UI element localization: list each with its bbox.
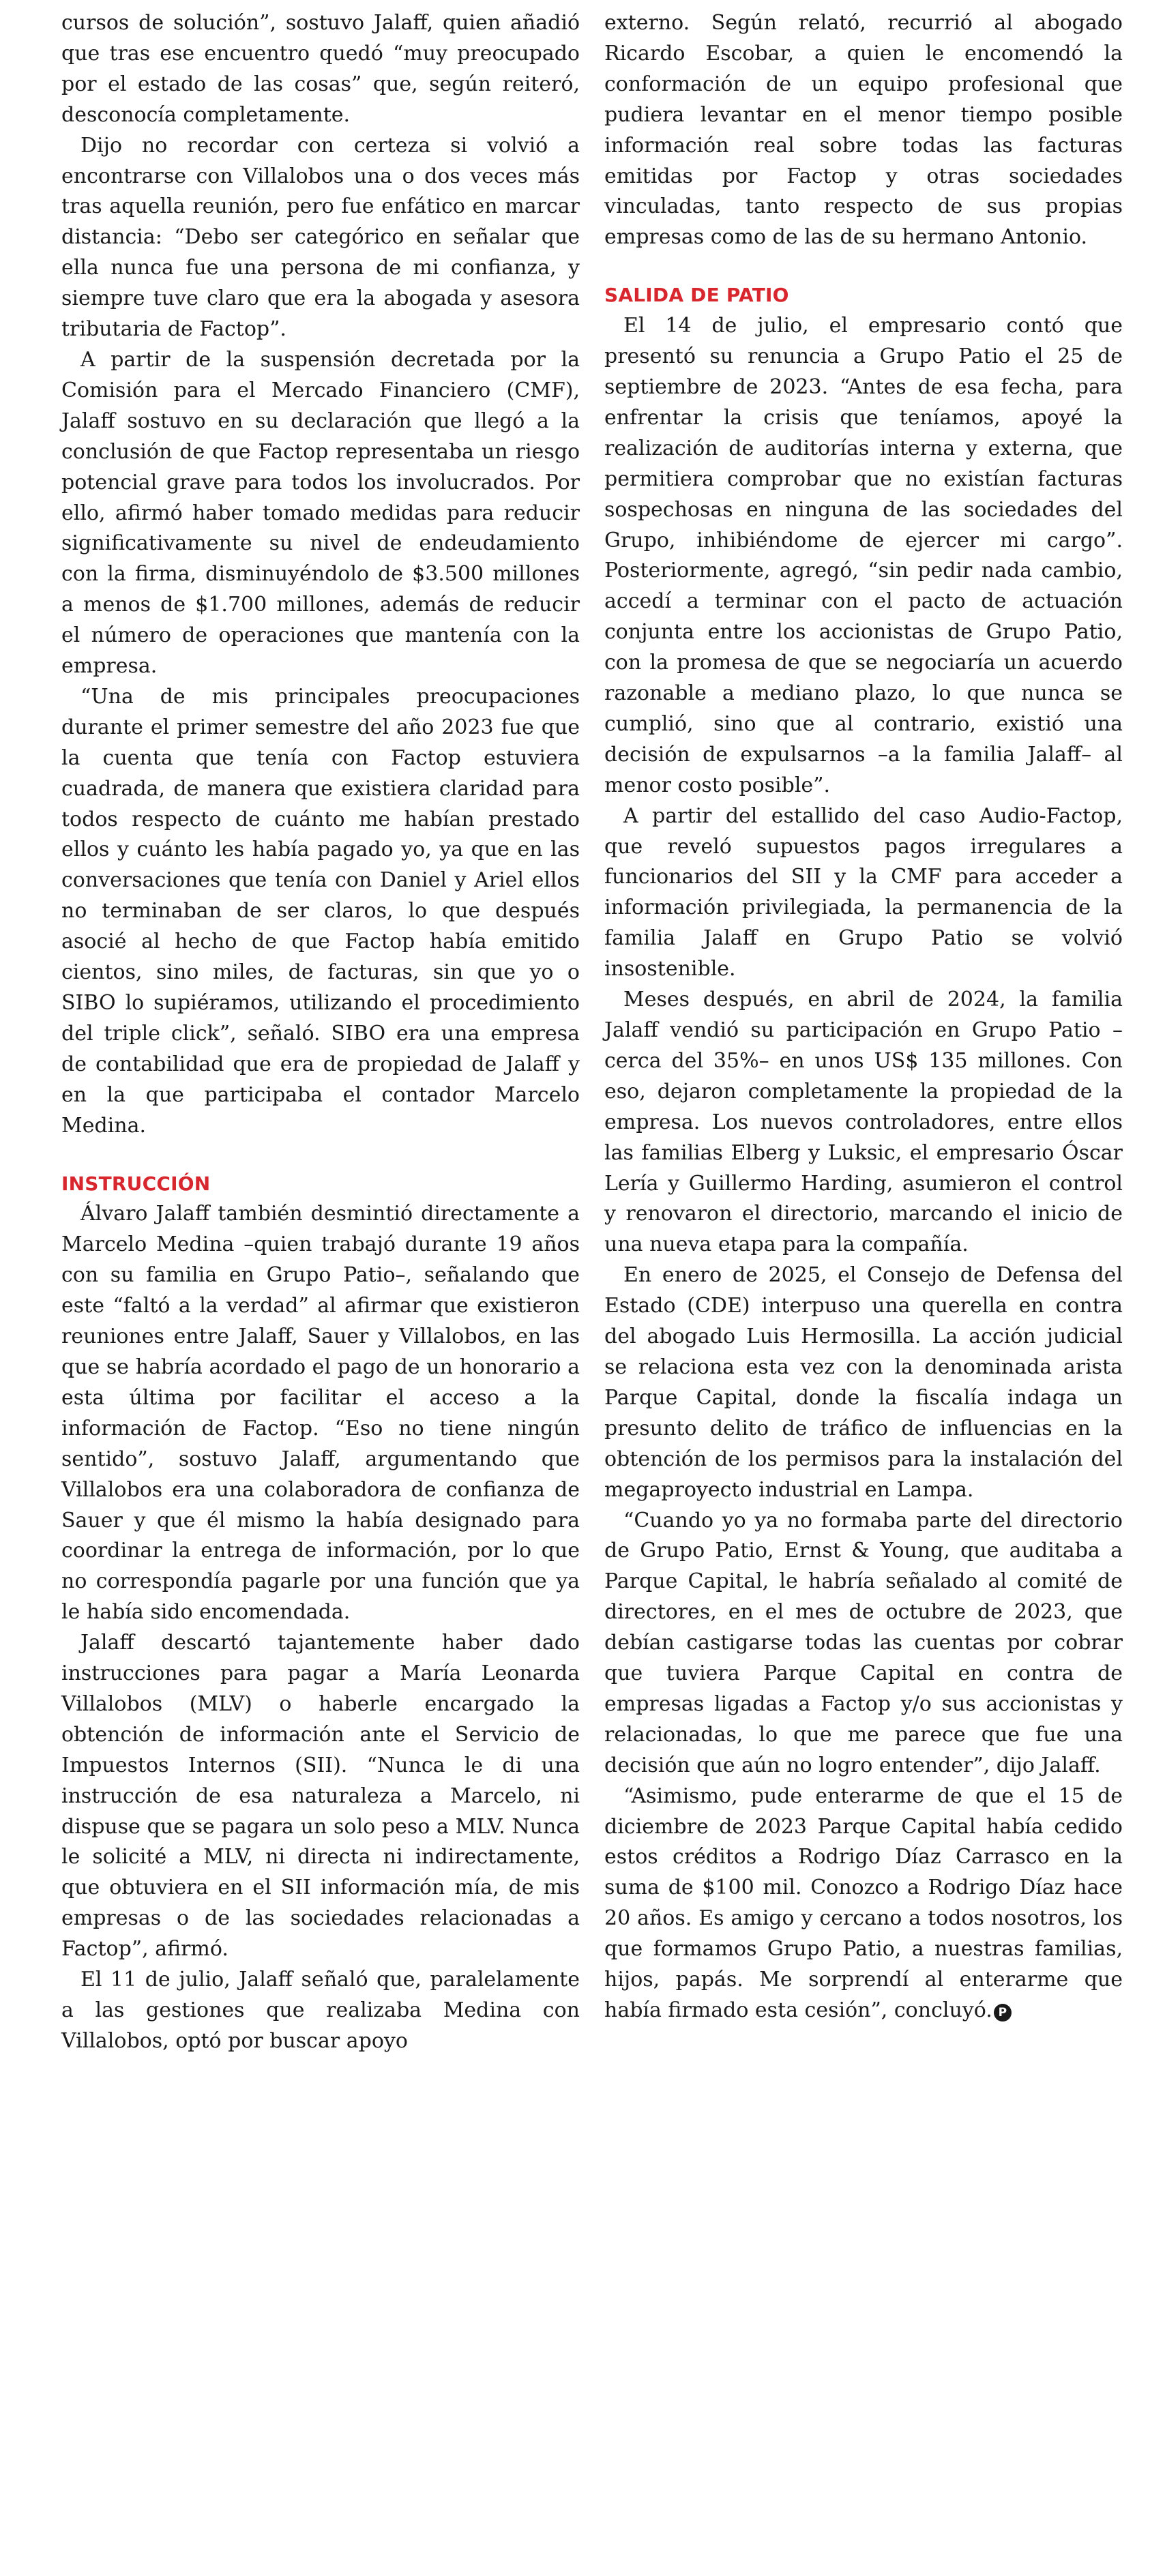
section-heading-instruccion: INSTRUCCIÓN xyxy=(61,1172,211,1195)
paragraph: En enero de 2025, el Consejo de Defensa del Estado (CDE) interpuso una querella en contra del abogado Luis Hermosilla. La acción judicial se relaciona esta vez con la denominada arista Parque Capital, donde la fiscalía indaga un presunto delito de tráfico de influencias en la obtención de los permisos para la instalación del megaproyecto industrial en Lampa. xyxy=(604,1263,1123,1502)
paragraph: “Cuando yo ya no formaba parte del directorio de Grupo Patio, Ernst & Young, que auditaba a Parque Capital, le habría señalado al comité de directores, en el mes de octubre de 2023, que debían castigarse todas las cuentas por cobrar que tuviera Parque Capital en contra de empresas ligadas a Factop y/o sus accionistas y relacionadas, lo que me parece que fue una decisión que aún no logro entender”, dijo Jalaff. xyxy=(604,1508,1123,1777)
paragraph: A partir de la suspensión decretada por la Comisión para el Mercado Financiero (CMF), Jalaff sostuvo en su declaración que llegó a la conclusión de que Factop representaba un riesgo potencial grave para todos los involucrados. Por ello, afirmó haber tomado medidas para reducir significativamente su nivel de endeudamiento con la firma, disminuyéndolo de $3.500 millones a menos de $1.700 millones, además de reducir el número de operaciones que mantenía con la empresa. xyxy=(61,347,580,679)
paragraph: Álvaro Jalaff también desmintió directamente a Marcelo Medina –quien trabajó durante 19 años con su familia en Grupo Patio–, señalando que este “faltó a la verdad” al afirmar que existieron reuniones entre Jalaff, Sauer y Villalobos, en las que se habría acordado el pago de un honorario a esta última por facilitar el acceso a la información de Factop. “Eso no tiene ningún sentido”, sostuvo Jalaff, argumentando que Villalobos era una colaboradora de confianza de Sauer y que él mismo la había designado para coordinar la entrega de información, por lo que no correspondía pagarle por una función que ya le había sido encomendada. xyxy=(61,1202,580,1625)
paragraph: El 11 de julio, Jalaff señaló que, paralelamente a las gestiones que realizaba Medina con Villalobos, optó por buscar apoyo xyxy=(61,1968,580,2053)
paragraph: cursos de solución”, sostuvo Jalaff, quien añadió que tras ese encuentro quedó “muy preocupado por el estado de las cosas” que, según reiteró, desconocía completamente. xyxy=(61,11,580,127)
paragraph: Meses después, en abril de 2024, la familia Jalaff vendió su participación en Grupo Patio –cerca del 35%– en unos US$ 135 millones. Con eso, dejaron completamente la propiedad de la empresa. Los nuevos controladores, entre ellos las familias Elberg y Luksic, el empresario Óscar Lería y Guillermo Harding, asumieron el control y renovaron el directorio, marcando el inicio de una nueva etapa para la compañía. xyxy=(604,988,1123,1257)
end-of-article-icon: P xyxy=(994,2004,1012,2022)
paragraph: externo. Según relató, recurrió al abogado Ricardo Escobar, a quien le encomendó la conformación de un equipo profesional que pudiera levantar en el menor tiempo posible información real sobre todas las facturas emitidas por Factop y otras sociedades vinculadas, tanto respecto de sus propias empresas como de las de su hermano Antonio. xyxy=(604,11,1123,250)
paragraph-final xyxy=(604,1781,1123,2026)
paragraph: Dijo no recordar con certeza si volvió a encontrarse con Villalobos una o dos veces más tras aquella reunión, pero fue enfático en marcar distancia: “Debo ser categórico en señalar que ella nunca fue una persona de mi confianza, y siempre tuve claro que era la abogada y asesora tributaria de Factop”. xyxy=(61,133,580,342)
paragraph: El 14 de julio, el empresario contó que presentó su renuncia a Grupo Patio el 25 de septiembre de 2023. “Antes de esa fecha, para enfrentar la crisis que teníamos, apoyé la realización de auditorías interna y externa, que permitiera comprobar que no existían facturas sospechosas en ninguna de las sociedades del Grupo, inhibiéndome de ejercer mi cargo”. Posteriormente, agregó, “sin pedir nada cambio, accedí a terminar con el pacto de actuación conjunta entre los accionistas de Grupo Patio, con la promesa de que se negociaría un acuerdo razonable a mediano plazo, lo que nunca se cumplió, sino que al contrario, existió una decisión de expulsarnos –a la familia Jalaff– al menor costo posible”. xyxy=(604,314,1123,797)
paragraph: “Una de mis principales preocupaciones durante el primer semestre del año 2023 fue que la cuenta que tenía con Factop estuviera cuadrada, de manera que existiera claridad para todos respecto de cuánto me habían prestado ellos y cuánto les había pagado yo, ya que en las conversaciones que tenía con Daniel y Ariel ellos no terminaban de ser claros, lo que después asocié al hecho de que Factop había emitido cientos, sino miles, de facturas, sin que yo o SIBO lo supiéramos, utilizando el procedimiento del triple click”, señaló. SIBO era una empresa de contabilidad que era de propiedad de Jalaff y en la que participaba el contador Marcelo Medina. xyxy=(61,684,580,1138)
article-column-right xyxy=(604,8,1123,2026)
article-column-left xyxy=(61,8,580,2057)
paragraph-final-text: “Asimismo, pude enterarme de que el 15 de diciembre de 2023 Parque Capital había cedido estos créditos a Rodrigo Díaz Carrasco en la suma de $100 mil. Conozco a Rodrigo Díaz hace 20 años. Es amigo y cercano a todos nosotros, los que formamos Grupo Patio, a nuestras familias, hijos, papás. Me sorprendí al enterarme que había firmado esta cesión”, concluyó. xyxy=(604,1783,1123,2022)
section-heading-salida-de-patio: SALIDA DE PATIO xyxy=(604,284,789,307)
paragraph: Jalaff descartó tajantemente haber dado instrucciones para pagar a María Leonarda Villalobos (MLV) o haberle encargado la obtención de información ante el Servicio de Impuestos Internos (SII). “Nunca le di una instrucción de esa naturaleza a Marcelo, ni dispuse que se pagara un solo peso a MLV. Nunca le solicité a MLV, ni directa ni indirectamente, que obtuviera en el SII información mía, de mis empresas o de las sociedades relacionadas a Factop”, afirmó. xyxy=(61,1631,580,1961)
paragraph: A partir del estallido del caso Audio-Factop, que reveló supuestos pagos irregulares a funcionarios del SII y la CMF para acceder a información privilegiada, la permanencia de la familia Jalaff en Grupo Patio se volvió insostenible. xyxy=(604,803,1123,981)
